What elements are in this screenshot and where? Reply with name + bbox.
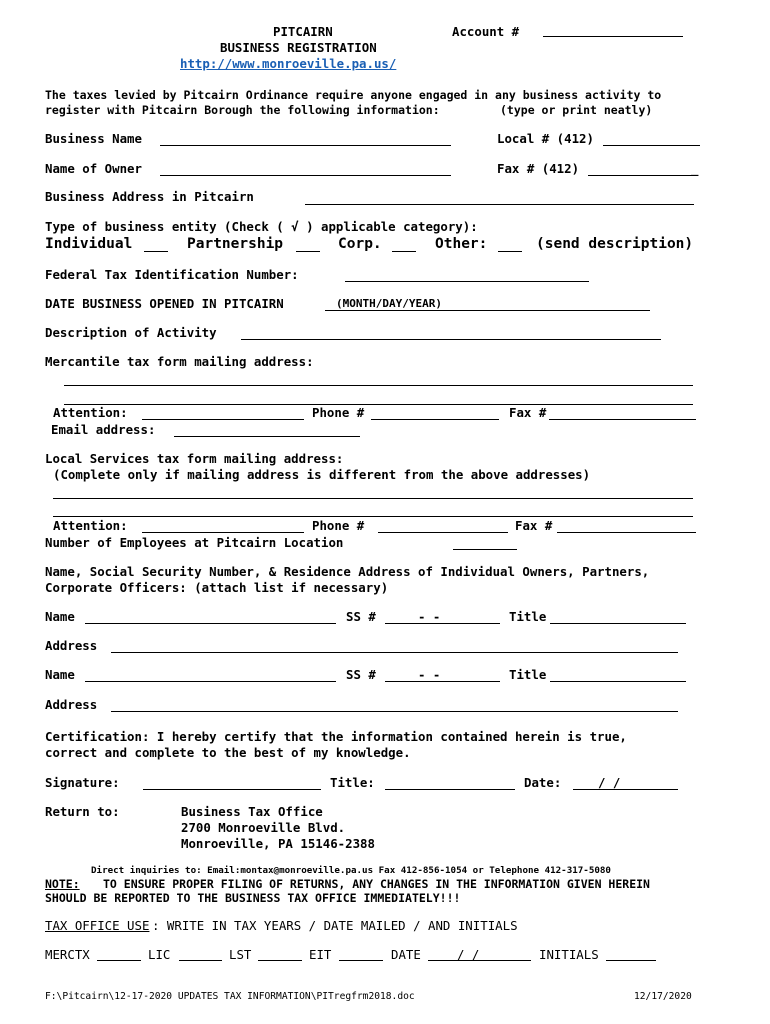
eit-field[interactable] <box>339 960 383 961</box>
email-label: Email address: <box>51 422 156 437</box>
mercantile-address-line-1[interactable] <box>64 385 693 386</box>
owner-1-ss-label: SS # <box>346 609 376 624</box>
entity-heading: Type of business entity (Check ( √ ) applicable category): <box>45 219 478 234</box>
partnership-checkbox[interactable] <box>296 251 320 252</box>
local-services-fax-field[interactable] <box>557 532 696 533</box>
owner-2-ss-label: SS # <box>346 667 376 682</box>
office-use-label: TAX OFFICE USE <box>45 918 150 933</box>
owner-2-name-label: Name <box>45 667 75 682</box>
activity-field[interactable] <box>241 339 661 340</box>
local-services-fax-label: Fax # <box>515 518 553 533</box>
account-field[interactable] <box>543 36 683 37</box>
partnership-label: Partnership <box>187 236 284 252</box>
local-phone-field[interactable] <box>603 145 700 146</box>
footer-file-path: F:\Pitcairn\12-17-2020 UPDATES TAX INFORMATION\PITregfrm2018.doc <box>45 991 415 1002</box>
corp-checkbox[interactable] <box>392 251 416 252</box>
signature-field[interactable] <box>143 789 321 790</box>
return-office: Business Tax Office <box>181 804 323 819</box>
signature-label: Signature: <box>45 775 120 790</box>
date-opened-hint: (MONTH/DAY/YEAR) <box>336 297 442 310</box>
business-name-label: Business Name <box>45 131 142 146</box>
owner-name-label: Name of Owner <box>45 161 142 176</box>
signature-date-slashes: / / <box>598 775 621 790</box>
footer-date: 12/17/2020 <box>634 991 692 1002</box>
mercantile-fax-label: Fax # <box>509 405 547 420</box>
website-link[interactable]: http://www.monroeville.pa.us/ <box>180 56 397 71</box>
mercantile-address-line-2[interactable] <box>64 404 693 405</box>
business-address-field[interactable] <box>305 204 694 205</box>
return-city: Monroeville, PA 15146-2388 <box>181 836 375 851</box>
owner-1-title-field[interactable] <box>550 623 686 624</box>
owner-1-ss-dashes: - - <box>418 609 441 624</box>
office-use-text: : WRITE IN TAX YEARS / DATE MAILED / AND INITIALS <box>152 918 518 933</box>
owner-2-address-field[interactable] <box>111 711 678 712</box>
local-phone-label: Local # (412) <box>497 131 594 146</box>
lic-label: LIC <box>148 947 171 962</box>
owner-2-address-label: Address <box>45 697 98 712</box>
signature-title-label: Title: <box>330 775 375 790</box>
local-services-heading: Local Services tax form mailing address: <box>45 451 344 466</box>
mercantile-phone-field[interactable] <box>371 419 499 420</box>
note-line-2: SHOULD BE REPORTED TO THE BUSINESS TAX OFFICE IMMEDIATELY!!! <box>45 891 461 905</box>
federal-tax-id-label: Federal Tax Identification Number: <box>45 267 299 282</box>
merctx-label: MERCTX <box>45 947 90 962</box>
employees-field[interactable] <box>453 549 517 550</box>
owner-name-field[interactable] <box>160 175 451 176</box>
local-services-attention-label: Attention: <box>53 518 128 533</box>
owners-heading-line-2: Corporate Officers: (attach list if necessary) <box>45 580 389 595</box>
business-address-label: Business Address in Pitcairn <box>45 189 254 204</box>
individual-label: Individual <box>45 236 133 252</box>
federal-tax-id-field[interactable] <box>345 281 589 282</box>
inquiries-line: Direct inquiries to: Email:montax@monroeville.pa.us Fax 412-856-1054 or Telephone 412-317-5080 <box>91 865 611 876</box>
fax-suffix: _ <box>691 161 699 176</box>
owner-1-title-label: Title <box>509 609 547 624</box>
intro-line-2: register with Pitcairn Borough the following information: <box>45 103 440 117</box>
corp-label: Corp. <box>338 236 382 252</box>
return-street: 2700 Monroeville Blvd. <box>181 820 346 835</box>
owner-2-ss-dashes: - - <box>418 667 441 682</box>
note-label: NOTE: <box>45 877 80 891</box>
form-title: PITCAIRN <box>273 24 333 39</box>
owner-2-title-label: Title <box>509 667 547 682</box>
initials-field[interactable] <box>606 960 656 961</box>
email-field[interactable] <box>174 436 360 437</box>
local-services-phone-field[interactable] <box>378 532 508 533</box>
signature-date-label: Date: <box>524 775 562 790</box>
owner-1-address-label: Address <box>45 638 98 653</box>
local-services-attention-field[interactable] <box>142 532 304 533</box>
office-date-field[interactable] <box>428 960 531 961</box>
lst-label: LST <box>229 947 252 962</box>
lst-field[interactable] <box>258 960 302 961</box>
office-date-label: DATE <box>391 947 421 962</box>
other-label: Other: <box>435 236 488 252</box>
business-name-field[interactable] <box>160 145 451 146</box>
owner-2-name-field[interactable] <box>85 681 336 682</box>
send-description-note: (send description) <box>536 236 694 252</box>
owner-1-address-field[interactable] <box>111 652 678 653</box>
signature-date-field[interactable] <box>573 789 678 790</box>
local-services-address-line-1[interactable] <box>53 498 693 499</box>
owners-heading-line-1: Name, Social Security Number, & Residence Address of Individual Owners, Partners, <box>45 564 650 579</box>
owner-2-title-field[interactable] <box>550 681 686 682</box>
mercantile-fax-field[interactable] <box>549 419 696 420</box>
certification-line-1: Certification: I hereby certify that the information contained herein is true, <box>45 729 627 744</box>
mercantile-phone-label: Phone # <box>312 405 365 420</box>
signature-title-field[interactable] <box>385 789 515 790</box>
initials-label: INITIALS <box>539 947 599 962</box>
intro-note: (type or print neatly) <box>500 103 653 117</box>
local-services-note: (Complete only if mailing address is different from the above addresses) <box>53 467 591 482</box>
account-label: Account # <box>452 24 520 39</box>
fax-field[interactable] <box>588 175 691 176</box>
owner-1-name-field[interactable] <box>85 623 336 624</box>
return-to-label: Return to: <box>45 804 120 819</box>
eit-label: EIT <box>309 947 332 962</box>
note-line-1: TO ENSURE PROPER FILING OF RETURNS, ANY CHANGES IN THE INFORMATION GIVEN HEREIN <box>103 877 650 891</box>
local-services-phone-label: Phone # <box>312 518 365 533</box>
activity-label: Description of Activity <box>45 325 217 340</box>
certification-line-2: correct and complete to the best of my knowledge. <box>45 745 411 760</box>
owner-1-name-label: Name <box>45 609 75 624</box>
owner-2-ss-field[interactable] <box>385 681 500 682</box>
lic-field[interactable] <box>179 960 222 961</box>
merctx-field[interactable] <box>97 960 141 961</box>
local-services-address-line-2[interactable] <box>53 516 693 517</box>
intro-line-1: The taxes levied by Pitcairn Ordinance require anyone engaged in any business activity to <box>45 88 662 102</box>
date-opened-label: DATE BUSINESS OPENED IN PITCAIRN <box>45 296 284 311</box>
mercantile-attention-label: Attention: <box>53 405 128 420</box>
employees-label: Number of Employees at Pitcairn Location <box>45 535 344 550</box>
owner-1-ss-field[interactable] <box>385 623 500 624</box>
mercantile-heading: Mercantile tax form mailing address: <box>45 354 314 369</box>
form-subtitle: BUSINESS REGISTRATION <box>220 40 377 55</box>
individual-checkbox[interactable] <box>144 251 168 252</box>
office-date-slashes: / / <box>457 947 480 962</box>
fax-label: Fax # (412) <box>497 161 580 176</box>
other-checkbox[interactable] <box>498 251 522 252</box>
mercantile-attention-field[interactable] <box>142 419 304 420</box>
